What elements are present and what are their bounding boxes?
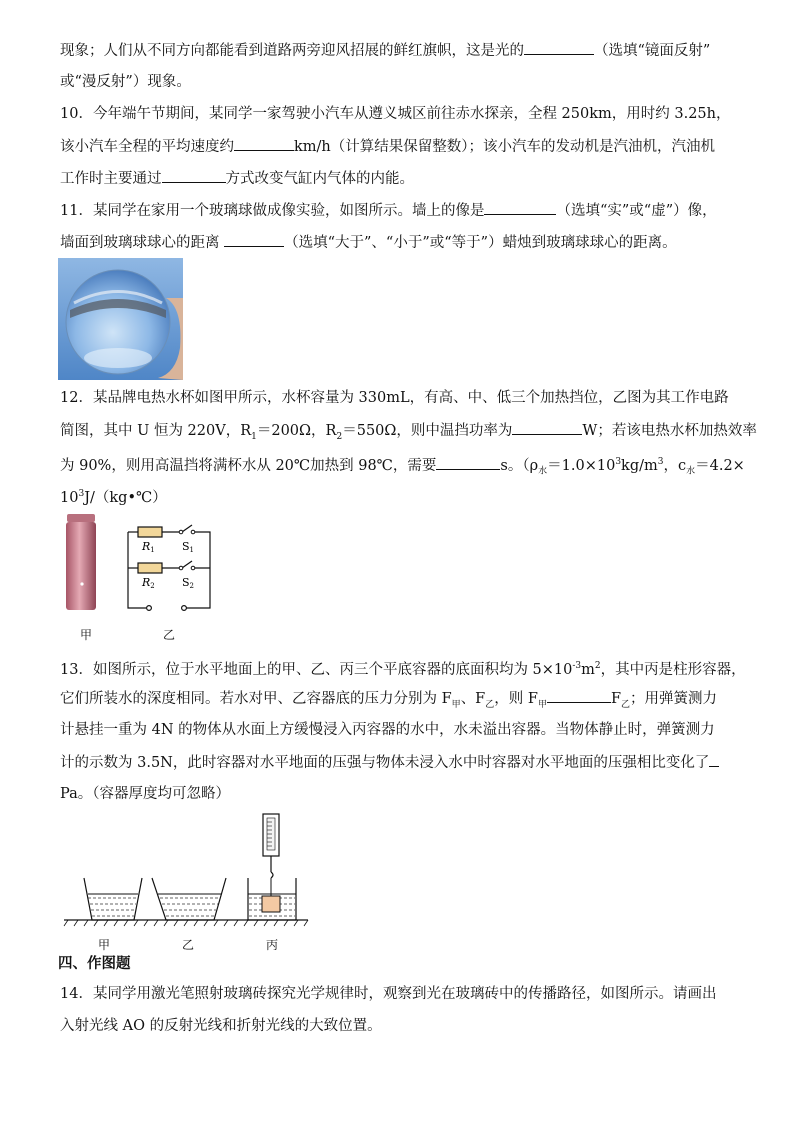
electric-cup-figure <box>64 514 98 614</box>
q12-line-2: 简图，其中 U 恒为 220V，$R_1=200\Omega$，$R_2=550\Omega$，则中温挡功率为 W；若该电热水杯加热效率 <box>60 420 757 447</box>
circuit-diagram <box>120 516 220 616</box>
r2-label: R2 <box>142 576 155 590</box>
containers-figure <box>62 812 312 934</box>
answer-blank[interactable] <box>234 136 294 151</box>
figure-label-jia: 甲 <box>80 628 93 642</box>
q9-line-2: 或“漫反射”）现象。 <box>60 74 191 90</box>
q13-line-1: 13．如图所示，位于水平地面上的甲、乙、丙三个平底容器的底面积均为 $5\times 10^{-3}m^2$，其中丙是柱形容器， <box>60 661 746 678</box>
container-label-yi: 乙 <box>182 938 195 952</box>
container-label-bing: 丙 <box>266 938 279 952</box>
answer-blank[interactable] <box>224 232 284 247</box>
q10-line-1: 10．今年端午节期间，某同学一家驾驶小汽车从遵义城区前往赤水探亲，全程 250km，用时约 3.25h， <box>60 106 731 122</box>
q13-line-2: 它们所装水的深度相同。若水对甲、乙容器底的压力分别为 $F_甲$、$F_乙$，则 $F_甲$ $F_乙$；用弹簧测力 <box>60 688 717 715</box>
q12-line-3: 为 90%，则用高温挡将满杯水从 20℃加热到 98℃，需要 s。（$\rho_水=1.0\times 10^3kg/m^3$，$c_水=4.2\times$ <box>60 452 745 482</box>
q10-line-3: 工作时主要通过 方式改变气缸内气体的内能。 <box>60 168 414 189</box>
figure-label-yi: 乙 <box>163 628 176 642</box>
container-label-jia: 甲 <box>98 938 111 952</box>
r1-label: R1 <box>142 540 155 554</box>
q12-line-1: 12．某品牌电热水杯如图甲所示，水杯容量为 330mL，有高、中、低三个加热挡位，乙图为其工作电路 <box>60 390 729 406</box>
answer-blank[interactable] <box>436 455 500 470</box>
q13-line-3: 计悬挂一重为 4N 的物体从水面上方缓慢浸入丙容器的水中，水未溢出容器。当物体静止时，弹簧测力 <box>60 722 715 738</box>
q13-line-4: 计的示数为 3.5N，此时容器对水平地面的压强与物体未浸入水中时容器对水平地面的压强相比变化了 <box>60 752 719 773</box>
q14-line-2: 入射光线 AO 的反射光线和折射光线的大致位置。 <box>60 1018 382 1034</box>
answer-blank[interactable] <box>547 688 611 703</box>
s2-label: S2 <box>182 576 195 590</box>
answer-blank[interactable] <box>484 200 556 215</box>
answer-blank[interactable] <box>709 752 719 767</box>
q12-line-4: $10^3J/(kg•℃)$ <box>60 489 167 506</box>
answer-blank[interactable] <box>512 420 582 435</box>
q14-line-1: 14．某同学用激光笔照射玻璃砖探究光学规律时，观察到光在玻璃砖中的传播路径，如图所示。请画出 <box>60 986 717 1002</box>
glass-ball-photo <box>58 258 183 380</box>
q10-line-2: 该小汽车全程的平均速度约 km/h（计算结果保留整数）；该小汽车的发动机是汽油机，汽油机 <box>60 136 715 157</box>
answer-blank[interactable] <box>524 40 594 55</box>
q13-line-5: Pa。（容器厚度均可忽略） <box>60 786 230 802</box>
q9-line-1: 现象；人们从不同方向都能看到道路两旁迎风招展的鲜红旗帜，这是光的 （选填“镜面反射” <box>60 40 710 61</box>
q11-line-2: 墙面到玻璃球球心的距离 （选填“大于”、“小于”或“等于”）蜡烛到玻璃球球心的距离。 <box>60 232 677 253</box>
q11-line-1: 11．某同学在家用一个玻璃球做成像实验，如图所示。墙上的像是 （选填“实”或“虚”）像， <box>60 200 717 221</box>
s1-label: S1 <box>182 540 195 554</box>
answer-blank[interactable] <box>162 168 226 183</box>
section-title: 四、作图题 <box>58 956 131 972</box>
